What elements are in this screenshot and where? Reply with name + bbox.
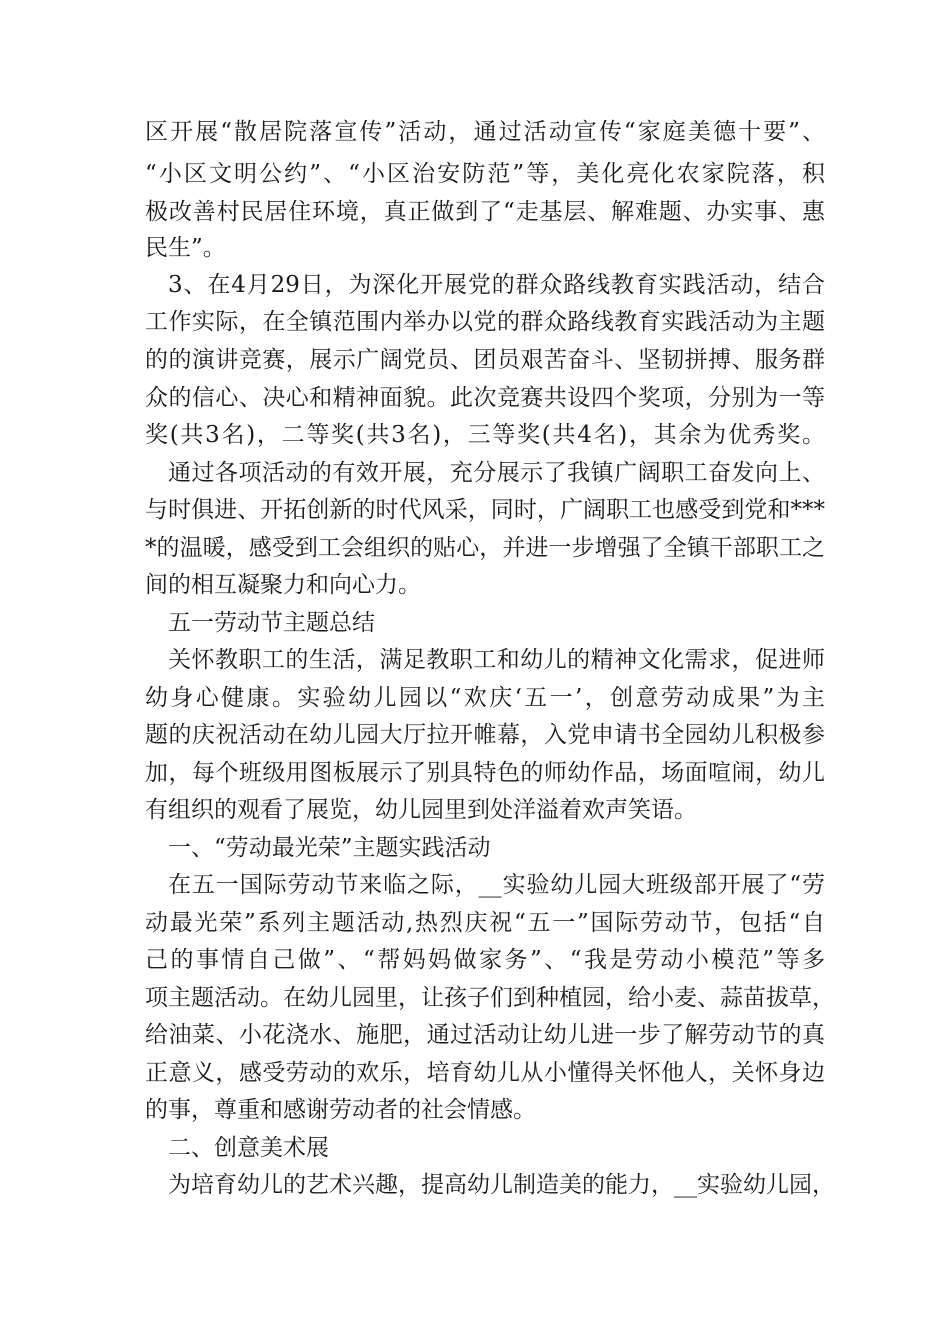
text-line: 给油菜、小花浇水、施肥，通过活动让幼儿进一步了解劳动节的真 [145, 1022, 825, 1048]
text-line: 关怀教职工的生活，满足教职工和幼儿的精神文化需求，促进师 [168, 647, 825, 673]
text-line: 民生”。 [145, 235, 226, 261]
text-line: 项主题活动。在幼儿园里，让孩子们到种植园，给小麦、蒜苗拔草， [145, 985, 835, 1011]
text-line: 在五一国际劳动节来临之际，__实验幼儿园大班级部开展了“劳 [168, 872, 825, 898]
text-line: *的温暖，感受到工会组织的贴心，并进一步增强了全镇干部职工之 [145, 535, 825, 561]
text-line: 幼身心健康。实验幼儿园以“欢庆‘五一’，创意劳动成果”为主 [145, 685, 825, 711]
text-line: 加，每个班级用图板展示了别具特色的师幼作品，场面喧闹，幼儿 [145, 760, 825, 786]
text-line: 3、在4月29日，为深化开展党的群众路线教育实践活动，结合 [168, 272, 825, 298]
text-line: 极改善村民居住环境，真正做到了“走基层、解难题、办实事、惠 [145, 199, 825, 225]
text-line: 区开展“散居院落宣传”活动，通过活动宣传“家庭美德十要”、 [145, 119, 825, 145]
text-line: 众的信心、决心和精神面貌。此次竞赛共设四个奖项，分别为一等 [145, 385, 825, 411]
text-line: 的事，尊重和感谢劳动者的社会情感。 [145, 1097, 536, 1123]
text-line: 动最光荣”系列主题活动,热烈庆祝“五一”国际劳动节，包括“自 [145, 910, 825, 936]
text-line: 正意义，感受劳动的欢乐，培育幼儿从小懂得关怀他人，关怀身边 [145, 1060, 825, 1086]
text-line: 工作实际，在全镇范围内举办以党的群众路线教育实践活动为主题 [145, 309, 825, 335]
section-heading: 五一劳动节主题总结 [168, 610, 375, 636]
text-line: 奖(共3名)，二等奖(共3名)，三等奖(共4名)，其余为优秀奖。 [145, 422, 825, 448]
text-line: 与时俱进、开拓创新的时代风采，同时，广阔职工也感受到党和*** [145, 497, 825, 523]
text-line: 己的事情自己做”、“帮妈妈做家务”、“我是劳动小模范”等多 [145, 947, 825, 973]
text-line: 通过各项活动的有效开展，充分展示了我镇广阔职工奋发向上、 [168, 460, 825, 486]
subsection-heading: 一、“劳动最光荣”主题实践活动 [168, 835, 491, 861]
text-line: 为培育幼儿的艺术兴趣，提高幼儿制造美的能力，__实验幼儿园， [168, 1172, 835, 1198]
text-line: 题的庆祝活动在幼儿园大厅拉开帷幕，入党申请书全园幼儿积极参 [145, 722, 825, 748]
text-line: 间的相互凝聚力和向心力。 [145, 572, 421, 598]
text-line: 有组织的观看了展览，幼儿园里到处洋溢着欢声笑语。 [145, 797, 697, 823]
subsection-heading: 二、创意美术展 [168, 1135, 329, 1161]
text-line: “小区文明公约”、“小区治安防范”等，美化亮化农家院落，积 [145, 161, 825, 187]
text-line: 的的演讲竞赛，展示广阔党员、团员艰苦奋斗、坚韧拼搏、服务群 [145, 347, 825, 373]
